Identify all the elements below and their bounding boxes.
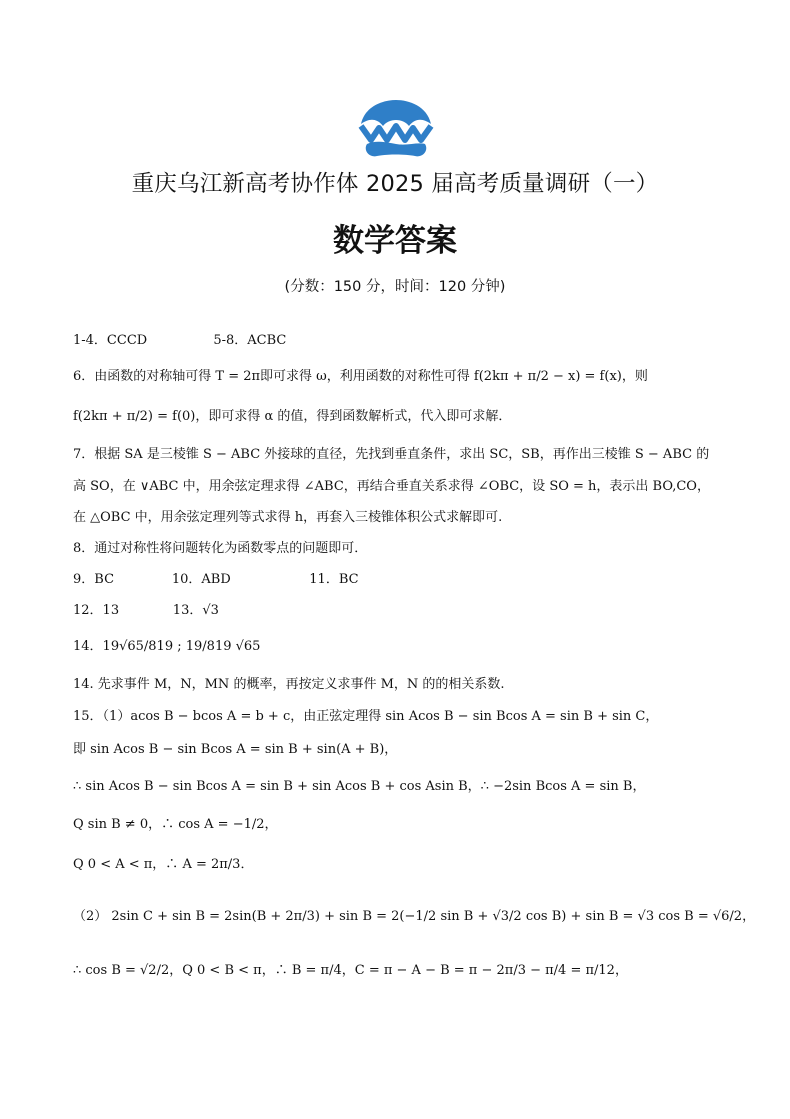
page-title: 重庆乌江新高考协作体 2025 届高考质量调研（一）	[131, 171, 659, 197]
answer-6-line-2: f(2kπ + π/2) = f(0)，即可求得 α 的值，得到函数解析式，代入即可求解．	[73, 409, 512, 424]
answer-15-line-2: 即 sin Acos B − sin Bcos A = sin B + sin(A + B)，	[73, 742, 398, 757]
page-subtitle: 数学答案	[333, 223, 457, 259]
answer-15-line-7: ∴ cos B = √2/2，Q 0 < B < π，∴ B = π/4，C = π − A − B = π − 2π/3 − π/4 = π/12，	[73, 963, 628, 978]
answer-15-line-1: 15．（1）acos B − bcos A = b + c，由正弦定理得 sin Acos B − sin Bcos A = sin B + sin C，	[73, 709, 659, 724]
institution-logo	[357, 100, 435, 158]
answer-line-1-8: 1-4．CCCD 5-8．ACBC	[73, 333, 287, 348]
answer-15-line-6: （2） 2sin C + sin B = 2sin(B + 2π/3) + sin B = 2(−1/2 sin B + √3/2 cos B) + sin B = √3 cos B = √6/2，	[73, 909, 756, 924]
answer-15-line-3: ∴ sin Acos B − sin Bcos A = sin B + sin Acos B + cos Asin B，∴ −2sin Bcos A = sin B，	[73, 779, 646, 794]
answer-15-line-5: Q 0 < A < π，∴ A = 2π/3．	[73, 857, 254, 872]
answer-14-explanation: 14. 先求事件 M，N，MN 的概率，再按定义求事件 M，N 的的相关系数.	[73, 677, 505, 692]
answer-7-line-1: 7．根据 SA 是三棱锥 S − ABC 外接球的直径，先找到垂直条件，求出 SC，SB，再作出三棱锥 S − ABC 的	[73, 447, 710, 462]
answer-14-value: 14．19√65/819 ; 19/819 √65	[73, 639, 261, 654]
answer-8: 8．通过对称性将问题转化为函数零点的问题即可．	[73, 541, 368, 556]
exam-meta: (分数：150 分，时间：120 分钟)	[284, 279, 506, 295]
answer-6-line-1: 6．由函数的对称轴可得 T = 2π即可求得 ω，利用函数的对称性可得 f(2kπ + π/2 − x) = f(x)，则	[73, 369, 648, 384]
answer-7-line-2: 高 SO，在 ∨ABC 中，用余弦定理求得 ∠ABC，再结合垂直关系求得 ∠OBC，设 SO = h，表示出 BO,CO，	[73, 479, 710, 494]
answer-line-12-13: 12．13 13．√3	[73, 603, 219, 618]
answer-line-9-11: 9．BC 10．ABD 11．BC	[73, 572, 359, 587]
answer-7-line-3: 在 △OBC 中，用余弦定理列等式求得 h，再套入三棱锥体积公式求解即可.	[73, 510, 503, 525]
answer-15-line-4: Q sin B ≠ 0，∴ cos A = −1/2，	[73, 817, 278, 832]
